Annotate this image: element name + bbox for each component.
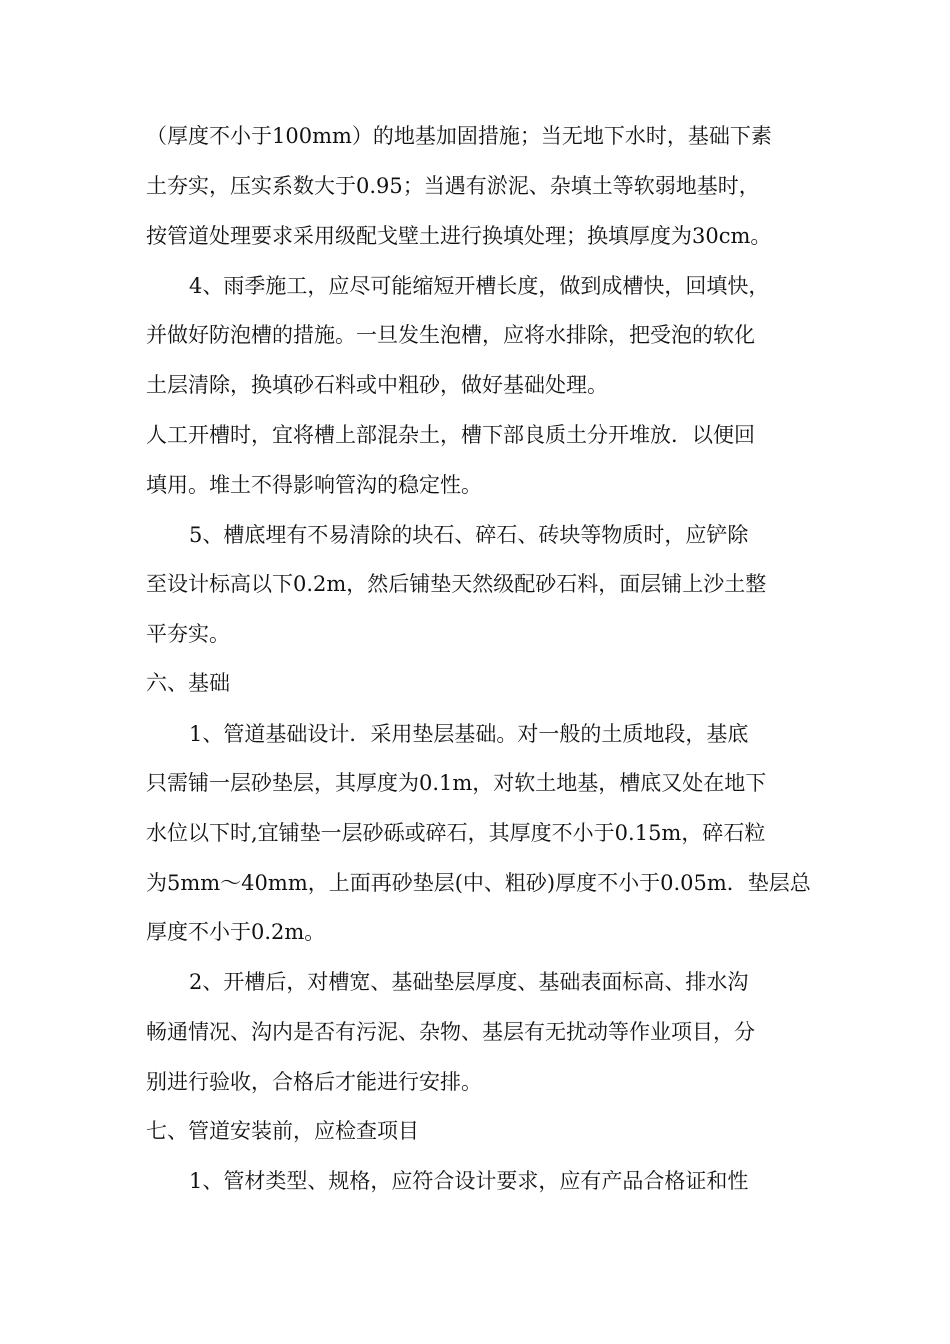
- text-line: 只需铺一层砂垫层，其厚度为0.1m，对软土地基，槽底又处在地下: [146, 771, 767, 795]
- text-line: 并做好防泡槽的措施。一旦发生泡槽，应将水排除，把受泡的软化: [146, 323, 755, 347]
- section-heading: 七、管道安装前，应检查项目: [146, 1119, 419, 1143]
- text-line: 人工开槽时，宜将槽上部混杂土，槽下部良质土分开堆放．以便回: [146, 423, 755, 447]
- text-line: （厚度不小于100mm）的地基加固措施；当无地下水时，基础下素: [146, 124, 772, 148]
- text-line: 为5mm～40mm，上面再砂垫层(中、粗砂)厚度不小于0.05m．垫层总: [146, 871, 811, 895]
- text-line: 2、开槽后，对槽宽、基础垫层厚度、基础表面标高、排水沟: [189, 970, 749, 994]
- text-line: 1、管道基础设计．采用垫层基础。对一般的土质地段，基底: [189, 722, 749, 746]
- text-line: 至设计标高以下0.2m，然后铺垫天然级配砂石料，面层铺上沙土整: [146, 572, 767, 596]
- text-line: 水位以下时,宜铺垫一层砂砾或碎石，其厚度不小于0.15m，碎石粒: [146, 821, 766, 845]
- text-line: 1、管材类型、规格，应符合设计要求，应有产品合格证和性: [189, 1169, 749, 1193]
- text-line: 平夯实。: [146, 622, 230, 646]
- text-line: 畅通情况、沟内是否有污泥、杂物、基层有无扰动等作业项目，分: [146, 1020, 755, 1044]
- text-line: 别进行验收，合格后才能进行安排。: [146, 1070, 482, 1094]
- text-line: 厚度不小于0.2m。: [146, 920, 326, 944]
- text-line: 5、槽底埋有不易清除的块石、碎石、砖块等物质时，应铲除: [189, 523, 749, 547]
- text-line: 按管道处理要求采用级配戈壁土进行换填处理；换填厚度为30cm。: [146, 224, 772, 248]
- section-heading: 六、基础: [146, 671, 230, 695]
- text-line: 4、雨季施工，应尽可能缩短开槽长度，做到成槽快，回填快，: [189, 274, 770, 298]
- text-line: 土夯实，压实系数大于0.95；当遇有淤泥、杂填土等软弱地基时，: [146, 174, 760, 198]
- text-line: 填用。堆土不得影响管沟的稳定性。: [146, 473, 482, 497]
- text-line: 土层清除，换填砂石料或中粗砂，做好基础处理。: [146, 373, 608, 397]
